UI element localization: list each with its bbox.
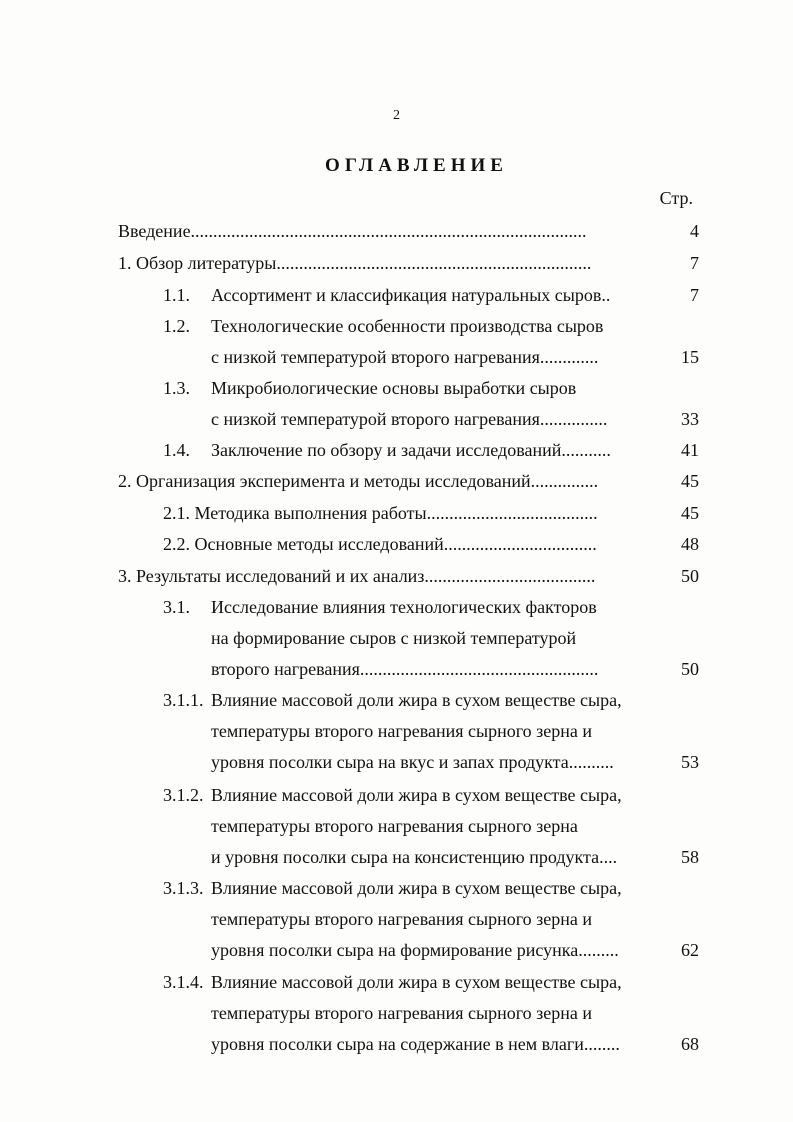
page-column-label: Стр. bbox=[659, 188, 693, 208]
toc-entry-number: 3.1.3. bbox=[163, 878, 204, 898]
toc-entry-page: 4 bbox=[690, 221, 699, 241]
toc-entry-text: Влияние массовой доли жира в сухом веществе сыра, bbox=[211, 690, 622, 710]
toc-entry-text: Технологические особенности производства сыров bbox=[211, 316, 604, 336]
toc-entry-text: с низкой температурой второго нагревания............. bbox=[211, 347, 599, 367]
toc-entry-number: 3.1.2. bbox=[163, 785, 204, 805]
toc-entry-text: Введение........................................................................................ bbox=[118, 221, 587, 241]
toc-entry-page: 50 bbox=[681, 566, 699, 586]
toc-entry-number: 1.3. bbox=[163, 378, 190, 398]
toc-entry-text: 2.1. Методика выполнения работы...................................... bbox=[163, 503, 598, 523]
toc-entry-page: 68 bbox=[681, 1034, 699, 1054]
toc-entry-text: 3. Результаты исследований и их анализ...................................... bbox=[118, 566, 596, 586]
toc-entry-text: Микробиологические основы выработки сыров bbox=[211, 378, 577, 398]
toc-entry-page: 48 bbox=[681, 534, 699, 554]
toc-entry-text: Исследование влияния технологических факторов bbox=[211, 597, 597, 617]
toc-entry-page: 45 bbox=[681, 503, 699, 523]
toc-entry-page: 45 bbox=[681, 471, 699, 491]
toc-entry-text: с низкой температурой второго нагревания............... bbox=[211, 409, 608, 429]
toc-entry-text: 2.2. Основные методы исследований.................................. bbox=[163, 534, 597, 554]
toc-entry-number: 3.1. bbox=[163, 597, 190, 617]
toc-entry-text: Заключение по обзору и задачи исследований........... bbox=[211, 440, 611, 460]
toc-title: ОГЛАВЛЕНИЕ bbox=[325, 155, 508, 176]
toc-entry-text: уровня посолки сыра на формирование рисунка......... bbox=[211, 940, 619, 960]
toc-entry-text: 1. Обзор литературы...................................................................... bbox=[118, 253, 592, 273]
toc-entry-number: 1.4. bbox=[163, 440, 190, 460]
toc-entry-number: 1.2. bbox=[163, 316, 190, 336]
toc-entry-text: 2. Организация эксперимента и методы исследований............... bbox=[118, 471, 599, 491]
toc-entry-number: 3.1.4. bbox=[163, 972, 204, 992]
toc-entry-page: 33 bbox=[681, 409, 699, 429]
toc-entry-page: 58 bbox=[681, 847, 699, 867]
page-number: 2 bbox=[393, 108, 400, 123]
toc-entry-page: 41 bbox=[681, 440, 699, 460]
toc-entry-text: Влияние массовой доли жира в сухом веществе сыра, bbox=[211, 878, 622, 898]
toc-entry-page: 15 bbox=[681, 347, 699, 367]
toc-entry-text: температуры второго нагревания сырного зерна и bbox=[211, 1003, 593, 1023]
toc-entry-text: второго нагревания..................................................... bbox=[211, 659, 599, 679]
toc-entry-text: температуры второго нагревания сырного зерна bbox=[211, 816, 578, 836]
toc-entry-text: уровня посолки сыра на вкус и запах продукта.......... bbox=[211, 752, 614, 772]
toc-entry-page: 7 bbox=[690, 285, 699, 305]
toc-entry-text: и уровня посолки сыра на консистенцию продукта.... bbox=[211, 847, 618, 867]
toc-entry-text: Влияние массовой доли жира в сухом веществе сыра, bbox=[211, 785, 622, 805]
toc-entry-text: уровня посолки сыра на содержание в нем влаги........ bbox=[211, 1034, 620, 1054]
toc-entry-number: 1.1. bbox=[163, 285, 190, 305]
toc-entry-text: Ассортимент и классификация натуральных сыров.. bbox=[211, 285, 611, 305]
toc-entry-text: температуры второго нагревания сырного зерна и bbox=[211, 721, 593, 741]
toc-entry-text: на формирование сыров с низкой температурой bbox=[211, 628, 577, 648]
toc-entry-text: Влияние массовой доли жира в сухом веществе сыра, bbox=[211, 972, 622, 992]
toc-entry-page: 50 bbox=[681, 659, 699, 679]
toc-entry-page: 62 bbox=[681, 940, 699, 960]
toc-entry-page: 53 bbox=[681, 752, 699, 772]
toc-entry-number: 3.1.1. bbox=[163, 690, 204, 710]
toc-entry-page: 7 bbox=[690, 253, 699, 273]
toc-entry-text: температуры второго нагревания сырного зерна и bbox=[211, 909, 593, 929]
